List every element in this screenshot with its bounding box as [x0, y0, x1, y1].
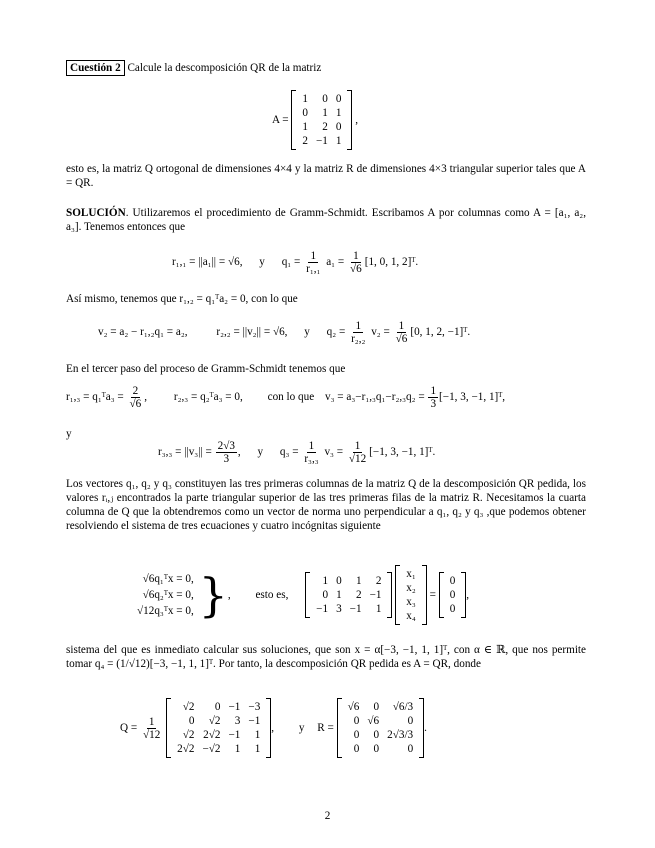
paragraph-1: esto es, la matriz Q ortogonal de dimensiones 4×4 y la matriz R de dimensiones 4×3 triangular superior tales que A = QR. — [66, 163, 586, 189]
eq4-tail: [−1, 3, −1, 1]ᵀ. — [369, 446, 436, 459]
matrix-q-row — [173, 714, 264, 728]
final-and: y — [298, 722, 305, 734]
solution-label: SOLUCIÓN — [66, 207, 126, 219]
matrix-q-cell: −3 — [248, 701, 261, 713]
matrix-q-row — [173, 742, 264, 756]
right-brace: } — [198, 568, 228, 622]
matrix-a-row — [298, 92, 345, 106]
matrix-r-cell: √6 — [347, 701, 360, 713]
paragraph-5: sistema del que es inmediato calcular sus soluciones, que son x = α[−3, −1, 1, 1]ᵀ, con α ∈ ℝ, que nos permite tomar q₄ = (1/√12)[−3, −1, 1, 1]ᵀ. Por tanto, la descomposición QR pedida es A = QR, donde — [66, 644, 586, 670]
system-equation-cell: √6q₁ᵀx = 0, — [142, 573, 194, 585]
matrix-r-cell: 2√3/3 — [387, 729, 414, 741]
matrix-q-cell: −√2 — [202, 743, 221, 755]
matrix-q-cell: 2√2 — [203, 729, 221, 741]
eq4-frac-a: $\frac{2√3}{3}$ — [217, 440, 235, 465]
matrix-a-cell: 2 — [322, 121, 328, 133]
matrix-q-cell: −1 — [228, 701, 241, 713]
eq4-q: q₃ = — [279, 446, 299, 459]
matrix-q-cell: 0 — [214, 701, 221, 713]
eq2-a: v₂ = a₂ − r₁,₂q₁ = a₂, — [98, 326, 188, 339]
eq3-frac-d: $\frac{1}{3}$ — [430, 385, 437, 410]
eq4-a: r₃,₃ = ||v₃|| = — [158, 446, 212, 459]
system-equation-cell: √12q₃ᵀx = 0, — [137, 605, 194, 617]
eq1-frac2: $\frac{1}{√6}$ — [350, 250, 362, 275]
equation-2 — [98, 320, 470, 345]
paragraph-2: Así mismo, tenemos que r₁,₂ = q₁ᵀa₂ = 0, con lo que — [66, 293, 298, 305]
eq1-and: y — [259, 256, 265, 269]
eq3-c: con lo que — [267, 391, 315, 404]
matrix-a-cell: 1 — [302, 93, 308, 105]
matrix-q-cell: 2√2 — [177, 743, 195, 755]
unknowns-row — [402, 609, 420, 623]
equation-4: r₃,₃ = ||v₃|| = $\frac{2√3}{3}$ , y q₃ = $\frac{1}{\text{r₃,₃}}$ v₃ = $\frac{1}{√12}$ [−1, 3, −1, 1]ᵀ. — [158, 440, 436, 465]
zero-row — [446, 574, 460, 588]
zero-cell: 0 — [449, 575, 456, 587]
matrix-a-cell: −1 — [315, 135, 328, 147]
matrix-q-row — [173, 700, 264, 714]
matrix-r-cell: 0 — [373, 729, 380, 741]
system-equation-cell: √6q₂ᵀx = 0, — [142, 589, 194, 601]
matrix-q-cell: √2 — [182, 729, 195, 741]
matrix-q-cell: √2 — [182, 701, 195, 713]
matrix-r-cell: √6 — [367, 715, 380, 727]
matrix-r-cell: 0 — [373, 743, 380, 755]
system-matrix-cell: 3 — [336, 603, 342, 615]
matrix-a-cell: 0 — [302, 107, 308, 119]
system-matrix-cell: 0 — [322, 589, 329, 601]
eq2-b: r₂,₂ = ||v₂|| = √6, — [216, 326, 288, 339]
matrix-a-cell: 1 — [335, 107, 342, 119]
matrix-q-cell: √2 — [208, 715, 221, 727]
matrix-r-row — [344, 742, 418, 756]
equation-1 — [172, 250, 418, 275]
matrix-r-row — [344, 714, 418, 728]
zero-cell: 0 — [449, 603, 456, 615]
system-matrix-cell: 1 — [322, 575, 329, 587]
matrix-q-cell: 1 — [254, 743, 261, 755]
matrix-r-row — [344, 700, 418, 714]
eq1-tail: [1, 0, 1, 2]ᵀ. — [364, 256, 419, 269]
paragraph-4: Los vectores q₁, q₂ y q₃ constituyen las tres primeras columnas de la matriz Q de la descomposición QR pedida, los valores rᵢ,ⱼ encontrados la parte triangular superior de las tres primeras filas de la matriz R. Necesitamos la cuarta columna de Q que la obtendremos como un vector de norma uno perpendicular a q₁, q₂ y q₃ ,que podemos obtener resolviendo el sistema de tres ecuaciones y cuatro incógnitas siguiente — [66, 478, 586, 532]
system-matrix-cell: 1 — [375, 603, 382, 615]
matrix-q-cell: −1 — [228, 729, 241, 741]
matrix-q-cell: 3 — [234, 715, 241, 727]
system-esto: esto es, — [255, 589, 289, 601]
eq1-q: q₁ = — [281, 256, 301, 269]
eq3-a: r₁,₃ = q₁ᵀa₃ = — [66, 391, 124, 404]
eq3-tail: [−1, 3, −1, 1]ᵀ, — [439, 391, 506, 404]
system-matrix — [305, 572, 392, 618]
matrix-a — [291, 90, 352, 150]
matrix-r-cell: 0 — [373, 701, 380, 713]
system-matrix-cell: 2 — [355, 589, 362, 601]
unknowns-row — [402, 567, 420, 581]
y-word: y — [66, 428, 72, 440]
question-text: Calcule la descomposición QR de la matriz — [127, 62, 322, 74]
eq4-frac2: $\frac{1}{√12}$ — [348, 440, 367, 465]
system-matrix-row — [312, 588, 385, 602]
equation-3: r₁,₃ = q₁ᵀa₃ = $\frac{2}{√6}$ , r₂,₃ = q₂ᵀa₃ = 0, con lo que v₃ = a₃−r₁,₃q₁−r₂,₃q₂ = $\frac{1}{3}$ [−1, 3, −1, 1]ᵀ, — [66, 385, 506, 410]
solution-text: . Utilizaremos el procedimiento de Gramm-Schmidt. Escribamos A por columnas como A = [a₁, a₂, a₃]. Tenemos entonces que — [66, 207, 586, 233]
eq2-frac2: $\frac{1}{√6}$ — [395, 320, 408, 345]
system-matrix-row — [312, 574, 385, 588]
system-matrix-cell: 2 — [375, 575, 382, 587]
unknowns-row — [402, 595, 420, 609]
matrix-a-row — [298, 134, 345, 148]
system-matrix-cell: 1 — [336, 589, 342, 601]
paragraph-3: En el tercer paso del proceso de Gramm-Schmidt tenemos que — [66, 363, 346, 375]
matrix-a-cell: 1 — [335, 135, 342, 147]
page-number: 2 — [324, 810, 331, 822]
eq4-and: y — [257, 446, 264, 459]
eq2-tail: [0, 1, 2, −1]ᵀ. — [410, 326, 471, 339]
eq2-frac1: $\frac{1}{\text{r₂,₂}}$ — [351, 320, 366, 345]
matrix-a-cell: 0 — [335, 121, 342, 133]
zero-cell: 0 — [449, 589, 456, 601]
matrix-a-row — [298, 106, 345, 120]
matrix-q-cell: −1 — [248, 715, 261, 727]
unknowns-cell: x₂ — [406, 582, 416, 594]
eq2-mid: v₂ = — [371, 326, 390, 339]
matrix-a-display — [272, 90, 358, 150]
matrix-a-cell: 2 — [302, 135, 308, 147]
solution-paragraph — [66, 206, 586, 234]
matrix-a-cell: 1 — [322, 107, 328, 119]
eq4-frac1: $\frac{1}{\text{r₃,₃}}$ — [304, 440, 319, 465]
matrix-r-cell: 0 — [353, 715, 360, 727]
matrix-r-cell: 0 — [353, 743, 360, 755]
matrix-q-row — [173, 728, 264, 742]
matrix-q — [166, 698, 271, 758]
system-matrix-cell: −1 — [316, 603, 329, 615]
zero-vector — [439, 572, 467, 618]
eq3-b: r₂,₃ = q₂ᵀa₃ = 0, — [173, 391, 243, 404]
matrix-a-cell: 0 — [335, 93, 342, 105]
matrix-r-cell: √6/3 — [392, 701, 414, 713]
matrix-r-cell: 0 — [407, 743, 414, 755]
system-equation-row — [137, 588, 194, 602]
system-matrix-cell: −1 — [369, 589, 382, 601]
eq1-left: r₁,₁ = ||a₁|| = √6, — [172, 256, 243, 269]
unknowns-cell: x₁ — [406, 568, 416, 580]
eq3-d: v₃ = a₃−r₁,₃q₁−r₂,₃q₂ = — [325, 391, 425, 404]
eq2-q: q₂ = — [326, 326, 346, 339]
system-equation-row — [137, 604, 194, 618]
eq4-mid: v₃ = — [324, 446, 344, 459]
matrix-r — [337, 698, 425, 758]
final-decomposition: Q = $\frac{1}{√12}$ √2 0 −1 −3 0 √2 3 −1 √2 2√2 −1 1 2√2 −√2 1 1 , y R = √6 0 √6/3 0 √6 0 0 0 2√3/3 0 0 0 . — [120, 698, 427, 758]
matrix-a-row — [298, 120, 345, 134]
zero-row — [446, 602, 460, 616]
matrix-a-tail: , — [355, 114, 359, 126]
matrix-q-cell: 0 — [188, 715, 195, 727]
eq1-mid: a₁ = — [326, 256, 345, 269]
question-heading — [66, 61, 321, 75]
matrix-a-cell: 0 — [322, 93, 328, 105]
system-matrix-cell: −1 — [349, 603, 362, 615]
matrix-r-cell: 0 — [407, 715, 414, 727]
matrix-r-row — [344, 728, 418, 742]
system-matrix-cell: 1 — [355, 575, 362, 587]
system-equation-row — [137, 572, 194, 586]
eq1-frac1: $\frac{1}{\text{r₁,₁}}$ — [306, 250, 321, 275]
question-label: Cuestión 2 — [66, 60, 125, 76]
matrix-r-cell: 0 — [353, 729, 360, 741]
matrix-q-cell: 1 — [234, 743, 241, 755]
eq2-and: y — [304, 326, 310, 339]
zero-row — [446, 588, 460, 602]
matrix-a-name: A = — [272, 114, 289, 126]
unknowns-vector — [395, 565, 427, 625]
system-matrix-row — [312, 602, 385, 616]
matrix-q-cell: 1 — [254, 729, 261, 741]
matrix-a-cell: 1 — [302, 121, 308, 133]
system-matrix-cell: 0 — [336, 575, 342, 587]
eq3-frac-a: $\frac{2}{√6}$ — [129, 385, 142, 410]
unknowns-row — [402, 581, 420, 595]
equation-system: √6q₁ᵀx = 0, √6q₂ᵀx = 0, √12q₃ᵀx = 0, }, esto es, 1 0 1 2 0 1 2 −1 −1 3 −1 1 x₁ x₂ x₃ x₄ = 0 0 0 , — [135, 565, 469, 625]
unknowns-cell: x₄ — [406, 610, 416, 622]
unknowns-cell: x₃ — [406, 596, 416, 608]
q-prefactor: $\frac{1}{√12}$ — [142, 715, 161, 741]
